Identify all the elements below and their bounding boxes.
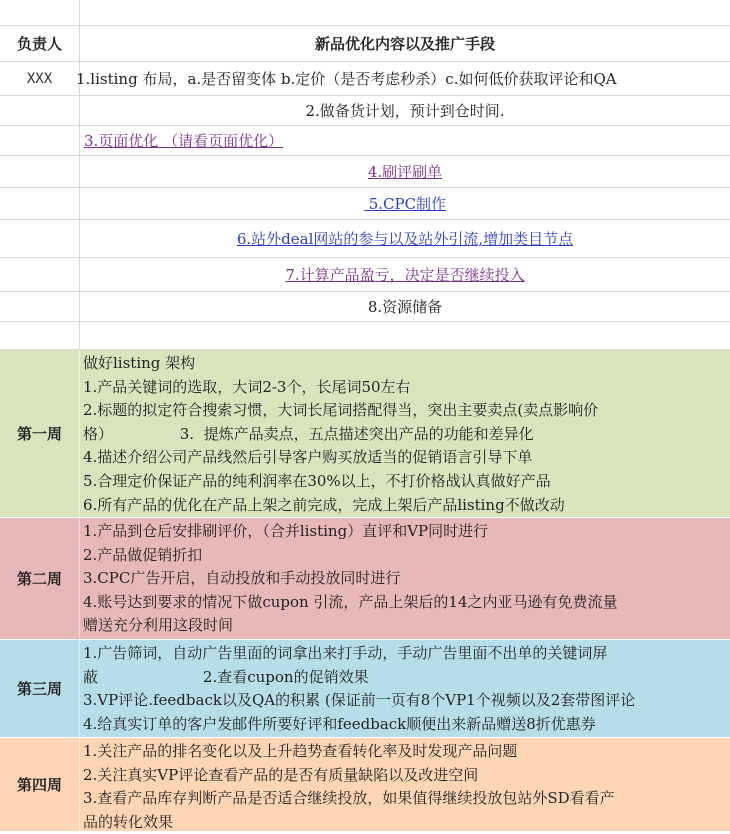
week-1-line: 6.所有产品的优化在产品上架之前完成，完成上架后产品listing不做改动 bbox=[83, 495, 565, 514]
week-4-line: 品的转化效果 bbox=[83, 812, 174, 831]
week-1-line: 4.描述介绍公司产品线然后引导客户购买放适当的促销语言引导下单 bbox=[83, 448, 533, 467]
plan-item-8[interactable]: 8.资源储备 bbox=[367, 298, 443, 316]
week-1-line: 格） 3. 提炼产品卖点，五点描述突出产品的功能和差异化 bbox=[83, 424, 534, 443]
week-3-label[interactable]: 第三周 bbox=[0, 640, 80, 737]
week-2-line: 3.CPC广告开启，自动投放和手动投放同时进行 bbox=[83, 569, 401, 588]
week-3-content[interactable] bbox=[83, 642, 724, 736]
plan-row-6[interactable] bbox=[0, 220, 730, 258]
week-1-content[interactable] bbox=[83, 352, 724, 517]
week-1-line: 做好listing 架构 bbox=[83, 354, 196, 372]
plan-item-2[interactable]: 2.做备货计划，预计到仓时间. bbox=[305, 102, 505, 120]
cell-a[interactable] bbox=[0, 258, 80, 291]
plan-item-5-link[interactable] bbox=[80, 188, 730, 219]
empty-row[interactable] bbox=[0, 322, 730, 350]
owner-value[interactable]: XXX bbox=[0, 62, 80, 95]
week-1-line: 5.合理定价保证产品的纯利润率在30%以上，不打价格战认真做好产品 bbox=[83, 471, 551, 490]
plan-item-6-link[interactable] bbox=[80, 220, 730, 257]
plan-item-4-link[interactable] bbox=[80, 156, 730, 187]
cell-a[interactable] bbox=[0, 96, 80, 125]
owner-header[interactable]: 负责人 bbox=[0, 26, 80, 61]
cell-a[interactable] bbox=[0, 188, 80, 219]
cell-b[interactable] bbox=[80, 322, 730, 349]
cell-a[interactable] bbox=[0, 0, 80, 25]
week-3-block[interactable] bbox=[0, 640, 730, 738]
title-header[interactable]: 新品优化内容以及推广手段 bbox=[314, 35, 495, 53]
week-2-line: 赠送充分利用这段时间 bbox=[83, 616, 234, 635]
week-2-line: 1.产品到仓后安排刷评价，（合并listing）直评和VP同时进行 bbox=[83, 522, 489, 540]
week-4-content[interactable] bbox=[83, 740, 724, 834]
plan-row-2[interactable] bbox=[0, 96, 730, 126]
plan-row-7[interactable] bbox=[0, 258, 730, 292]
plan-row-5[interactable] bbox=[0, 188, 730, 220]
week-4-label[interactable]: 第四周 bbox=[0, 738, 80, 831]
week-4-block[interactable] bbox=[0, 738, 730, 832]
plan-row-4[interactable] bbox=[0, 156, 730, 188]
week-4-line: 3.查看产品库存判断产品是否适合继续投放，如果值得继续投放包站外SD看看产 bbox=[83, 789, 615, 808]
plan-row-3[interactable] bbox=[0, 126, 730, 156]
cell-a[interactable] bbox=[0, 220, 80, 257]
plan-row-8[interactable] bbox=[0, 292, 730, 322]
week-1-label[interactable]: 第一周 bbox=[0, 350, 80, 517]
deal-site-link[interactable]: 6.站外deal网站的参与以及站外引流,增加类目节点 bbox=[236, 230, 574, 248]
week-3-line: 蔽 2.查看cupon的促销效果 bbox=[83, 667, 369, 686]
profit-link[interactable]: 7.计算产品盈亏，决定是否继续投入 bbox=[285, 266, 525, 284]
week-2-line: 2.产品做促销折扣 bbox=[83, 545, 203, 564]
week-4-line: 1.关注产品的排名变化以及上升趋势查看转化率及时发现产品问题 bbox=[83, 742, 518, 760]
plan-item-7-link[interactable] bbox=[80, 258, 730, 291]
week-3-line: 1.广告筛词，自动广告里面的词拿出来打手动，手动广告里面不出单的关键词屏 bbox=[83, 644, 608, 662]
plan-item-1[interactable]: 1.listing 布局，a.是否留变体 b.定价（是否考虑秒杀）c.如何低价获取评论和QA bbox=[76, 70, 617, 88]
cell-a[interactable] bbox=[0, 292, 80, 321]
review-link[interactable]: 4.刷评刷单 bbox=[367, 163, 443, 181]
plan-item-3-link[interactable] bbox=[80, 126, 730, 155]
week-2-content[interactable] bbox=[83, 520, 724, 638]
cell-a[interactable] bbox=[0, 126, 80, 155]
page-optimization-link[interactable]: 3.页面优化 （请看页面优化） bbox=[84, 132, 284, 150]
header-row[interactable] bbox=[0, 26, 730, 62]
cell-a[interactable] bbox=[0, 156, 80, 187]
cell-a[interactable] bbox=[0, 322, 80, 349]
cell-b[interactable] bbox=[80, 0, 730, 25]
week-3-line: 3.VP评论.feedback以及QA的积累 (保证前一页有8个VP1个视频以及2套带图评论 bbox=[83, 691, 636, 710]
week-2-line: 4.账号达到要求的情况下做cupon 引流，产品上架后的14之内亚马逊有免费流量 bbox=[83, 592, 618, 611]
week-2-label[interactable]: 第二周 bbox=[0, 518, 80, 639]
empty-row[interactable] bbox=[0, 0, 730, 26]
week-3-line: 4.给真实订单的客户发邮件所要好评和feedback顺便出来新品赠送8折优惠券 bbox=[83, 714, 596, 733]
week-2-block[interactable] bbox=[0, 518, 730, 640]
plan-row-1[interactable] bbox=[0, 62, 730, 96]
week-1-line: 1.产品关键词的选取，大词2-3个，长尾词50左右 bbox=[83, 377, 411, 396]
cpc-link[interactable]: 5.CPC制作 bbox=[363, 195, 447, 213]
week-1-block[interactable] bbox=[0, 350, 730, 518]
week-4-line: 2.关注真实VP评论查看产品的是否有质量缺陷以及改进空间 bbox=[83, 765, 479, 784]
week-1-line: 2.标题的拟定符合搜索习惯，大词长尾词搭配得当，突出主要卖点(卖点影响价 bbox=[83, 401, 599, 420]
